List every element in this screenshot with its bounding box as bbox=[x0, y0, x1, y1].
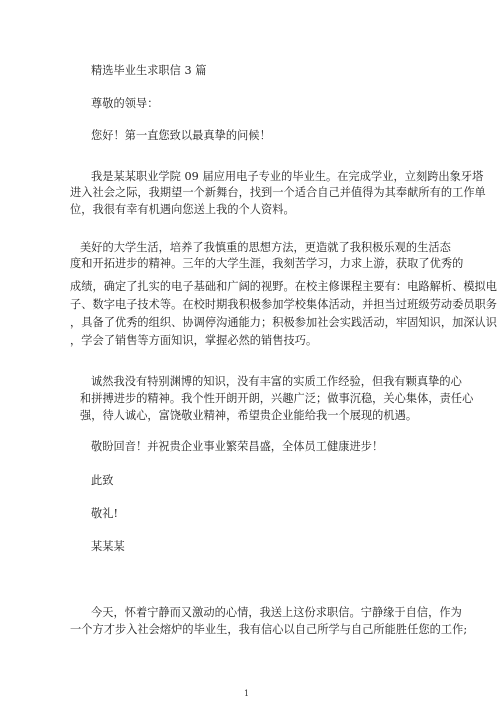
paragraph-2-line: 美好的大学生活，培养了我慎重的思想方法，更造就了我积极乐观的生活态 bbox=[80, 241, 451, 254]
paragraph-1-line: 进入社会之际，我期望一个新舞台，找到一个适合自己并值得为其奉献所有的工作单 bbox=[70, 186, 486, 199]
salutation: 尊敬的领导： bbox=[91, 97, 159, 110]
greeting: 您好！第一直您致以最真挚的问候！ bbox=[91, 129, 271, 142]
paragraph-4-line: 一个方才步入社会熔炉的毕业生，我有信心以自己所学与自己所能胜任您的工作; bbox=[70, 623, 468, 636]
paragraph-3-line: 强，待人诚心，富饶敬业精神，希望贵企业能给我一个展现的机遇。 bbox=[80, 409, 418, 422]
signature: 某某某 bbox=[91, 540, 125, 553]
wishes-line: 敬盼回音！并祝贵企业事业繁荣昌盛，全体员工健康进步！ bbox=[91, 440, 384, 453]
paragraph-1-line: 位，我很有幸有机遇向您送上我的个人资料。 bbox=[70, 203, 295, 216]
document-title: 精选毕业生求职信 3 篇 bbox=[91, 64, 207, 77]
paragraph-1-line: 我是某某职业学院 09 届应用电子专业的毕业生。在完成学业，立刻跨出象牙塔 bbox=[91, 170, 484, 183]
page-number: 1 bbox=[244, 689, 250, 698]
paragraph-2-line: 子、数字电子技术等。在校时期我积极参加学校集体活动，并担当过班级劳动委员职务 bbox=[70, 298, 498, 311]
closing-line-1: 此致 bbox=[91, 474, 114, 487]
paragraph-2-line: 度和开拓进步的精神。三年的大学生涯，我刻苦学习，力求上游，获取了优秀的 bbox=[70, 257, 464, 270]
paragraph-3-line: 诚然我没有特别渊博的知识，没有丰富的实质工作经验，但我有颗真挚的心 bbox=[91, 375, 462, 388]
paragraph-4-line: 今天，怀着宁静而又激动的心情，我送上这份求职信。宁静缘于自信，作为 bbox=[91, 606, 462, 619]
paragraph-2-line: ，具备了优秀的组织、协调停沟通能力；积极参加社会实践活动，牢固知识，加深认识 bbox=[70, 316, 498, 329]
paragraph-3-line: 和拼搏进步的精神。我个性开朗开朗，兴趣广泛；做事沉稳，关心集体，责任心 bbox=[80, 392, 474, 405]
paragraph-2-line: ，学会了销售等方面知识，掌握必然的销售技巧。 bbox=[70, 334, 318, 347]
paragraph-2-line: 成绩，确定了扎实的电子基础和广阔的视野。在校主修课程主要有：电路解析、模拟电 bbox=[70, 280, 498, 293]
closing-line-2: 敬礼! bbox=[91, 507, 119, 520]
